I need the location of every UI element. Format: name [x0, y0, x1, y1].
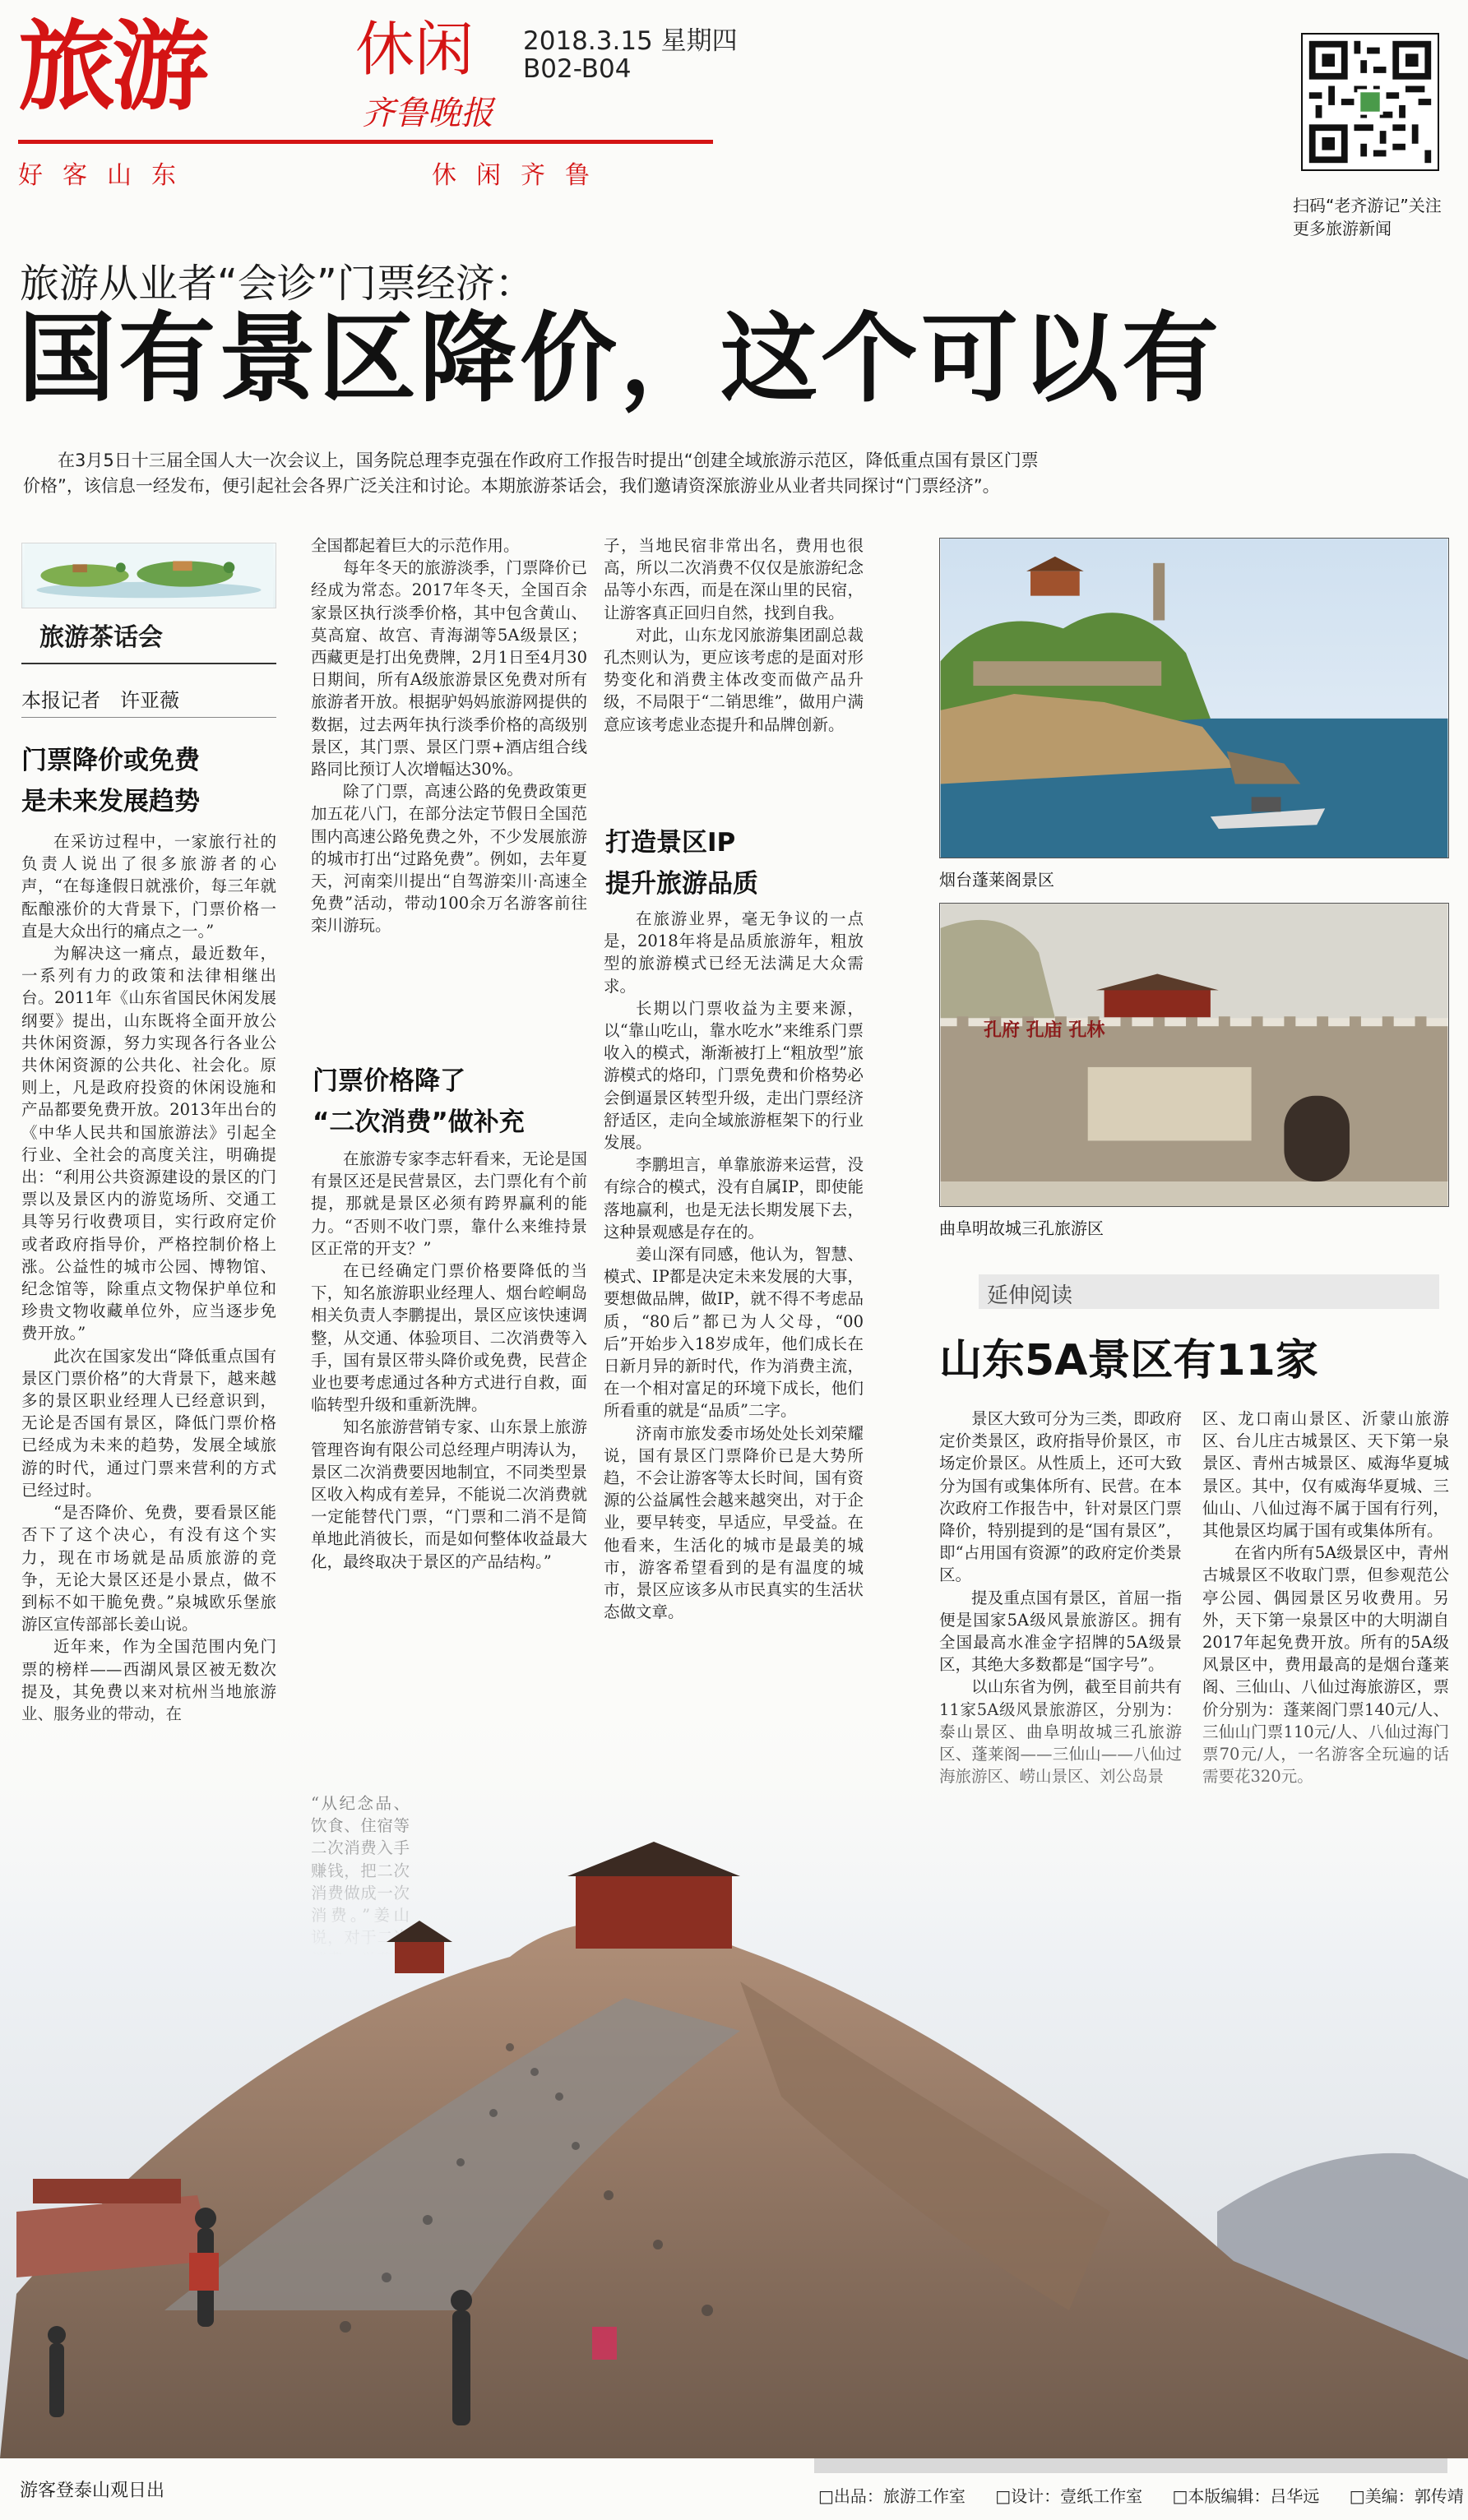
masthead-title: 旅游: [18, 10, 206, 123]
paragraph: 姜山深有同感，他认为，智慧、模式、IP都是决定未来发展的大事，要想做品牌，做IP，就不得不考虑品质，“80后”都已为人父母，“00后”开始步入18岁成年，他们成长在日新月异的新时代，作为消费主流，在一个相对富足的环境下成长，他们所看重的就是“品质”二字。: [604, 1245, 864, 1421]
paragraph: 每年冬天的旅游淡季，门票降价已经成为常态。2017年冬天，全国百余家景区执行淡季价格，其中包含黄山、莫高窟、故宫、青海湖等5A级景区；西藏更是打出免费牌，2月1日至4月30日期间，所有A级旅游景区免费对所有旅游者开放。根据驴妈妈旅游网提供的数据，过去两年执行淡季价格的高级别景区，其门票、景区门票+酒店组合线路同比预订人次增幅达30%。: [311, 558, 587, 779]
section-heading-2: [313, 1061, 525, 1143]
article-body-column-2b: [311, 1148, 587, 1573]
photo-caption-qufu: 曲阜明故城三孔旅游区: [939, 1218, 1104, 1238]
column-title: 旅游茶话会: [39, 623, 163, 652]
page-range: B02-B04: [523, 54, 632, 84]
paragraph: 除了门票，高速公路的免费政策更加五花八门，在部分法定节假日全国范围内高速公路免费之外，不少发展旅游的城市打出“过路免费”。例如，去年夏天，河南栾川提出“自驾游栾川·高速全免费”活动，带动100余万名游客前往栾川游玩。: [311, 782, 587, 936]
paragraph: 在已经确定门票价格要降低的当下，知名旅游职业经理人、烟台崆峒岛相关负责人李鹏提出，景区应该快速调整，从交通、体验项目、二次消费等入手，国有景区带头降价或免费，民营企业也要考虑通过各种方式进行自救，面临转型升级和重新洗牌。: [311, 1261, 587, 1415]
headline-title: 国有景区降价，这个可以有: [18, 302, 1223, 415]
lead-line-2: 价格”，该信息一经发布，便引起社会各界广泛关注和讨论。本期旅游茶话会，我们邀请资深旅游业从业者共同探讨“门票经济”。: [23, 476, 1000, 496]
byline-divider: [21, 717, 276, 718]
paragraph: 子，当地民宿非常出名，费用也很高，所以二次消费不仅仅是旅游纪念品等小东西，而是在深山里的民宿，让游客真正回归自然，找到自我。: [604, 536, 864, 622]
masthead-subtitle: 休闲: [355, 15, 475, 84]
photo-caption-penglai: 烟台蓬莱阁景区: [939, 870, 1054, 890]
credit-design: □设计：壹纸工作室: [995, 2486, 1143, 2506]
paragraph: 李鹏坦言，单靠旅游来运营，没有综合的模式，没有自属IP，即使能落地赢利，也是无法长期发展下去，这种景观感是存在的。: [604, 1155, 864, 1242]
page-credits: [818, 2483, 1468, 2507]
credit-editor: □本版编辑：吕华远: [1172, 2486, 1320, 2506]
section-heading-3-line1: 打造景区IP: [605, 828, 736, 858]
reporter-byline: 本报记者 许亚薇: [21, 689, 179, 712]
paragraph: 在旅游专家李志轩看来，无论是国有景区还是民营景区，去门票化有个前提，那就是景区必须有跨界赢利的能力。“否则不收门票，靠什么来维持景区正常的开支？”: [311, 1149, 587, 1258]
footer-bar: [814, 2458, 1447, 2473]
masthead-rule: [18, 140, 713, 144]
paragraph: 长期以门票收益为主要来源，以“靠山吃山，靠水吃水”来维系门票收入的模式，渐渐被打上“粗放型”旅游模式的烙印，门票免费和价格势必会倒逼景区转型升级，走出门票经济舒适区，走向全域旅游框架下的行业发展。: [604, 998, 864, 1153]
lead-line-1: 在3月5日十三届全国人大一次会议上，国务院总理李克强在作政府工作报告时提出“创建全域旅游示范区，降低重点国有景区门票: [58, 451, 1039, 470]
paragraph: 为解决这一痛点，最近数年，一系列有力的政策和法律相继出台。2011年《山东省国民休闲发展纲要》提出，山东既将全面开放公共休闲资源，努力实现各行各业公共休闲资源的公共化、社会化。原则上，凡是政府投资的休闲设施和产品都要免费开放。2013年出台的《中华人民共和国旅游法》引起全行业、全社会的高度关注，明确提出：“利用公共资源建设的景区的门票以及景区内的游览场所、交通工具等另行收费项目，实行政府定价或者政府指导价，严格控制价格上涨。公益性的城市公园、博物馆、纪念馆等，除重点文物保护单位和珍贵文物收藏单位外，应当逐步免费开放。”: [21, 944, 276, 1343]
column-divider: [21, 663, 276, 664]
headline-kicker: 旅游从业者“会诊”门票经济：: [20, 261, 535, 307]
paragraph: 近年来，作为全国范围内免门票的榜样——西湖风景区被无数次: [21, 1637, 276, 1679]
slogan-left: 好客山东: [18, 161, 196, 190]
paragraph: 济南市旅发委市场处处长刘荣耀说，国有景区门票降价已是大势所趋，不会让游客等太长时间，国有资源的公益属性会越来越突出，对于企业，要早转变，早适应，早受益。在他看来，生活化的城市是最美的城市，游客希望看到的是有温度的城市，景区应该多从市民真实的生活状态做文章。: [604, 1423, 864, 1622]
paragraph: 对此，山东龙冈旅游集团副总裁孔杰则认为，更应该考虑的是面对形势变化和消费主体改变而做产品升级，不局限于“二销思维”，做用户满意应该考虑业态提升和品牌创新。: [604, 625, 864, 734]
article-body-column-3a: [604, 534, 864, 736]
related-article-title: 山东5A景区有11家: [939, 1336, 1318, 1385]
paragraph: 提及重点国有景区，首屈一指便是国家5A级风景旅游区。拥有全国最高水准金字招牌的5A级景区，其绝大多数都是“国字号”。: [939, 1588, 1182, 1675]
paragraph: 在省内所有5A级景区中，青州古城景区不收取门票，但参观范公亭公园、偶园景区另收费用。另外，天下第一泉景区中的大明湖自2017年起免费开放。所有的5A级风景区中，费用最高的是烟台蓬莱: [1202, 1543, 1449, 1675]
newspaper-name: 齐鲁晚报: [362, 95, 493, 132]
paragraph: 景区大致可分为三类，即政府定价类景区，政府指导价景区，市场定价景区。从性质上，还可大致分为国有或集体所有、民营。在本次政府工作报告中，针对景区门票降价，特别提到的是“国有景区”，即“占用国有资源”的政府定价类景区。: [939, 1409, 1182, 1585]
slogan-right: 休闲齐鲁: [432, 161, 609, 190]
paragraph: 在旅游业界，毫无争议的一点是，2018年将是品质旅游年，粗放型的旅游模式已经无法满足大众需求。: [604, 909, 864, 996]
section-heading-1-line1: 门票降价或免费: [21, 746, 200, 775]
paragraph: 此次在国家发出“降低重点国有景区门票价格”的大背景下，越来越多的景区职业经理人已经意识到，无论是否国有景区，降低门票价格已经成为未来的趋势，发展全域旅游的时代，通过门票来营利的方式已经过时。: [21, 1346, 276, 1500]
section-heading-2-line1: 门票价格降了: [313, 1066, 465, 1096]
credit-producer: □出品：旅游工作室: [818, 2486, 966, 2506]
paragraph: 在采访过程中，一家旅行社的负责人说出了很多旅游者的心声，“在每逢假日就涨价，每三年就酝酿涨价的大背景下，门票价格一直是大众出行的痛点之一。”: [21, 832, 276, 941]
city-gate-sign: 孔府 孔庙 孔林: [984, 1020, 1105, 1041]
section-heading-1: [21, 740, 200, 822]
section-heading-1-line2: 是未来发展趋势: [21, 787, 200, 816]
issue-date: 2018.3.15 星期四: [523, 26, 738, 56]
paragraph: 知名旅游营销专家、山东景上旅游管理咨询有限公司总经理卢明涛认为，景区二次消费要因地制宜，不同类型景区收入构成有差异，不能说二次消费就一定能替代门票，“门票和二消不是简单地此消彼长，而是如何整体收益最大化，最终取决于景区的产品结构。”: [311, 1417, 587, 1571]
paragraph: “是否降价、免费，要看景区能否下了这个决心，有没有这个实力，现在市场就是品质旅游的竞争，无论大景区还是小景点，做不到标不如干脆免费。”泉城欧乐堡旅游区宣传部部长姜山说。: [21, 1503, 276, 1635]
penglai-pavilion-photo: [939, 538, 1449, 858]
qr-code-icon[interactable]: [1301, 33, 1439, 171]
related-reading-label: 延伸阅读: [987, 1283, 1073, 1308]
paragraph: 区、龙口南山景区、沂蒙山旅游区、台儿庄古城景区、天下第一泉景区、青州古城景区、威海华夏城景区。其中，仅有威海华夏城、三仙山、八仙过海不属于国有行列，其他景区均属于国有或集体所有。: [1202, 1409, 1449, 1541]
article-body-column-1: [21, 830, 276, 1725]
main-photo-caption: 游客登泰山观日出: [20, 2481, 165, 2501]
qufu-city-wall-photo: [939, 903, 1449, 1207]
paragraph: 全国都起着巨大的示范作用。: [311, 536, 520, 555]
column-logo-illustration: [21, 543, 276, 608]
mount-tai-sunrise-photo: [0, 1685, 1468, 2458]
article-body-column-3b: [604, 908, 864, 1624]
section-heading-3-line2: 提升旅游品质: [605, 869, 758, 899]
section-heading-3: [605, 822, 758, 904]
section-heading-2-line2: “二次消费”做补充: [313, 1107, 525, 1137]
qr-caption: 扫码“老齐游记”关注更多旅游新闻: [1293, 196, 1442, 238]
credit-artist: □美编：郭传靖: [1349, 2486, 1464, 2506]
article-body-column-2a: [311, 534, 587, 937]
